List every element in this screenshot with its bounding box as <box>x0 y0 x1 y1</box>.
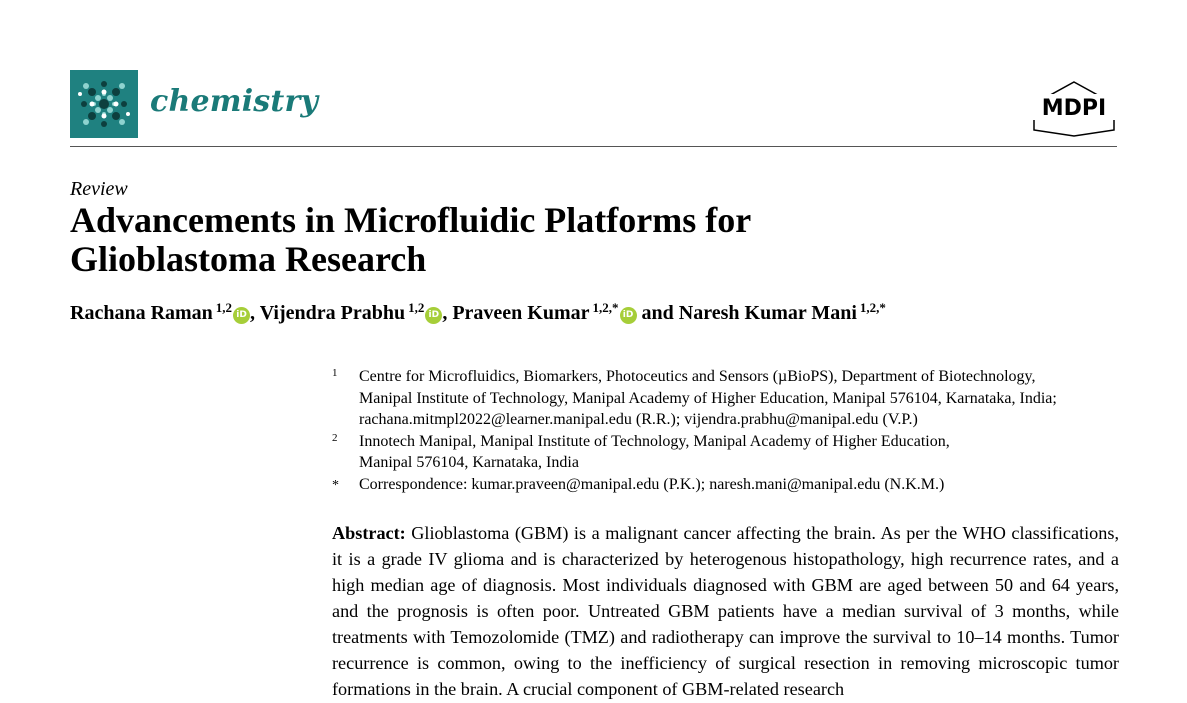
author-affiliation-marker: 1,2 <box>215 300 233 315</box>
author-affiliation-marker: 1,2 <box>408 300 425 315</box>
title-line-1: Advancements in Microfluidic Platforms for <box>70 200 752 240</box>
correspondence-marker: * <box>332 477 339 493</box>
author-list <box>70 300 1117 325</box>
title-line-2: Glioblastoma Research <box>70 239 427 279</box>
affiliation-marker: 1 <box>332 367 338 379</box>
article-type: Review <box>70 178 128 200</box>
author-name[interactable]: Praveen Kumar <box>452 302 590 324</box>
author-affiliation-marker: 1,2,* <box>859 300 886 315</box>
author-separator: and <box>636 302 679 324</box>
orcid-icon[interactable]: iD <box>620 307 637 324</box>
affiliation-line: Innotech Manipal, Manipal Institute of Technology, Manipal Academy of Higher Education, <box>359 432 950 450</box>
author-name[interactable]: Vijendra Prabhu <box>259 302 406 324</box>
correspondence-line: Correspondence: kumar.praveen@manipal.edu (P.K.); naresh.mani@manipal.edu (N.K.M.) <box>359 475 945 493</box>
abstract <box>332 520 1119 702</box>
abstract-text: Glioblastoma (GBM) is a malignant cancer affecting the brain. As per the WHO classifications, it is a grade IV glioma and is characterized by heterogenous histopathology, high recurrence rates, and a high median age of diagnosis. Most individuals diagnosed with GBM are aged between 50 and 64 years, and the prognosis is often poor. Untreated GBM patients have a median survival of 3 months, while treatments with Temozolomide (TMZ) and radiotherapy can improve the survival to 10–14 months. Tumor recurrence is common, owing to the inefficiency of surgical resection in removing microscopic tumor formations in the brain. A crucial component of GBM-related research <box>332 523 1119 699</box>
author-separator: , <box>442 302 453 324</box>
affiliation-line: Centre for Microfluidics, Biomarkers, Photoceutics and Sensors (µBioPS), Department of Biotechnology, <box>359 368 1036 385</box>
mdpi-logo <box>1031 80 1117 138</box>
orcid-icon[interactable]: iD <box>425 307 442 324</box>
affiliation-line: Manipal Institute of Technology, Manipal Academy of Higher Education, Manipal 576104, Karnataka, India; <box>359 389 1057 407</box>
author-affiliation-marker: 1,2,* <box>592 300 619 315</box>
author-separator: , <box>250 302 260 324</box>
molecule-cluster-icon <box>70 70 138 138</box>
mdpi-logo-text: MDPI <box>1041 96 1107 121</box>
affiliations <box>332 366 1122 496</box>
page-title <box>70 201 870 279</box>
correspondence-item <box>332 474 1122 496</box>
affiliation-line: rachana.mitmpl2022@learner.manipal.edu (R.R.); vijendra.prabhu@manipal.edu (V.P.) <box>359 411 918 429</box>
affiliation-line: Manipal 576104, Karnataka, India <box>359 454 579 472</box>
author-name[interactable]: Rachana Raman <box>70 302 213 324</box>
journal-header <box>70 70 1117 147</box>
journal-name: chemistry <box>150 84 319 119</box>
orcid-icon[interactable]: iD <box>233 307 250 324</box>
affiliation-item <box>332 366 1122 431</box>
affiliation-item <box>332 431 1122 474</box>
affiliation-marker: 2 <box>332 431 338 444</box>
author-name[interactable]: Naresh Kumar Mani <box>678 302 857 324</box>
abstract-label: Abstract: <box>332 523 406 543</box>
